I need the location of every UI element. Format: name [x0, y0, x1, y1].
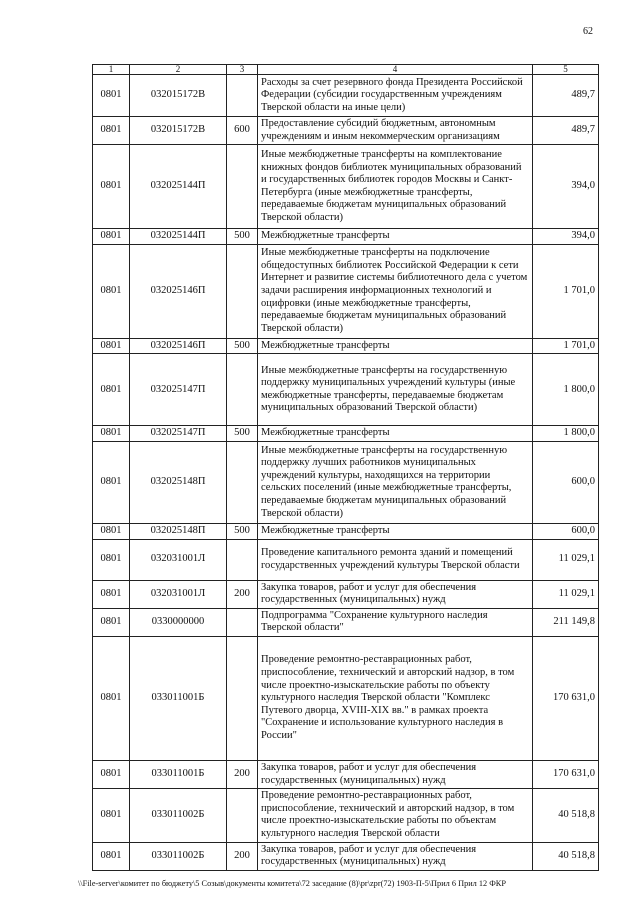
cell-amount: 11 029,1 — [533, 580, 599, 608]
cell-code: 0801 — [93, 760, 130, 788]
cell-type — [227, 608, 258, 636]
cell-code: 0801 — [93, 75, 130, 117]
cell-name: Межбюджетные трансферты — [258, 426, 533, 442]
cell-code: 0801 — [93, 608, 130, 636]
cell-code: 0801 — [93, 789, 130, 842]
cell-type: 200 — [227, 760, 258, 788]
table-row — [93, 145, 599, 229]
cell-name: Межбюджетные трансферты — [258, 523, 533, 539]
header-col-2: 2 — [130, 65, 227, 75]
table-body — [93, 75, 599, 871]
cell-article: 032031001Л — [130, 539, 227, 580]
table-row — [93, 229, 599, 245]
cell-amount: 40 518,8 — [533, 789, 599, 842]
cell-name: Иные межбюджетные трансферты на комплектование книжных фондов библиотек муниципальных образований и государственных библиотек городов Москвы и Санкт-Петербурга (иные межбюджетные трансферты, передаваемые бюджетам муниципальных образований Тверской области) — [258, 145, 533, 229]
cell-article: 032031001Л — [130, 580, 227, 608]
table-row — [93, 441, 599, 523]
table-row — [93, 338, 599, 354]
cell-type — [227, 145, 258, 229]
cell-amount: 211 149,8 — [533, 608, 599, 636]
cell-article: 032025144П — [130, 145, 227, 229]
table-row — [93, 117, 599, 145]
cell-article: 033011001Б — [130, 636, 227, 760]
cell-article: 032025148П — [130, 523, 227, 539]
table-row — [93, 539, 599, 580]
cell-type: 500 — [227, 426, 258, 442]
cell-name: Закупка товаров, работ и услуг для обеспечения государственных (муниципальных) нужд — [258, 760, 533, 788]
cell-type — [227, 441, 258, 523]
cell-article: 033011001Б — [130, 760, 227, 788]
cell-code: 0801 — [93, 842, 130, 870]
cell-type: 600 — [227, 117, 258, 145]
cell-code: 0801 — [93, 523, 130, 539]
header-col-5: 5 — [533, 65, 599, 75]
cell-name: Подпрограмма "Сохранение культурного наследия Тверской области" — [258, 608, 533, 636]
cell-article: 032015172В — [130, 75, 227, 117]
table-row — [93, 636, 599, 760]
header-col-1: 1 — [93, 65, 130, 75]
cell-type — [227, 75, 258, 117]
cell-article: 033011002Б — [130, 789, 227, 842]
cell-name: Закупка товаров, работ и услуг для обеспечения государственных (муниципальных) нужд — [258, 842, 533, 870]
cell-code: 0801 — [93, 117, 130, 145]
budget-table — [92, 64, 599, 871]
table-row — [93, 789, 599, 842]
cell-name: Проведение капитального ремонта зданий и помещений государственных учреждений культуры Тверской области — [258, 539, 533, 580]
cell-type: 500 — [227, 523, 258, 539]
table-row — [93, 760, 599, 788]
cell-name: Межбюджетные трансферты — [258, 338, 533, 354]
cell-article: 032025147П — [130, 426, 227, 442]
cell-type — [227, 244, 258, 338]
cell-code: 0801 — [93, 441, 130, 523]
cell-amount: 489,7 — [533, 75, 599, 117]
cell-code: 0801 — [93, 354, 130, 426]
cell-article: 032025147П — [130, 354, 227, 426]
table-row — [93, 244, 599, 338]
cell-type — [227, 539, 258, 580]
cell-name: Иные межбюджетные трансферты на подключение общедоступных библиотек Российской Федерации к сети Интернет и развитие системы библиотечного дела с учетом задачи расширения информационных технологий и оцифровки (иные межбюджетные трансферты, передаваемые бюджетам муниципальных образований Тверской области) — [258, 244, 533, 338]
cell-amount: 489,7 — [533, 117, 599, 145]
cell-amount: 1 701,0 — [533, 338, 599, 354]
cell-article: 032025148П — [130, 441, 227, 523]
cell-type — [227, 354, 258, 426]
table-row — [93, 426, 599, 442]
cell-amount: 40 518,8 — [533, 842, 599, 870]
cell-name: Расходы за счет резервного фонда Президента Российской Федерации (субсидии государственным учреждениям Тверской области на иные цели) — [258, 75, 533, 117]
table-row — [93, 580, 599, 608]
cell-name: Предоставление субсидий бюджетным, автономным учреждениям и иным некоммерческим организациям — [258, 117, 533, 145]
cell-code: 0801 — [93, 426, 130, 442]
table-row — [93, 608, 599, 636]
cell-type — [227, 789, 258, 842]
cell-article: 033011002Б — [130, 842, 227, 870]
cell-type: 500 — [227, 229, 258, 245]
header-col-3: 3 — [227, 65, 258, 75]
cell-type: 500 — [227, 338, 258, 354]
cell-amount: 170 631,0 — [533, 636, 599, 760]
page-number: 62 — [583, 26, 593, 37]
cell-amount: 1 800,0 — [533, 354, 599, 426]
cell-code: 0801 — [93, 338, 130, 354]
header-col-4: 4 — [258, 65, 533, 75]
cell-type — [227, 636, 258, 760]
cell-article: 032015172В — [130, 117, 227, 145]
cell-code: 0801 — [93, 580, 130, 608]
cell-amount: 1 800,0 — [533, 426, 599, 442]
cell-name: Иные межбюджетные трансферты на государственную поддержку муниципальных учреждений культуры (иные межбюджетные трансферты, передаваемые бюджетам муниципальных образований Тверской области) — [258, 354, 533, 426]
cell-article: 032025146П — [130, 338, 227, 354]
cell-amount: 600,0 — [533, 441, 599, 523]
cell-name: Проведение ремонтно-реставрационных работ, приспособление, технический и авторский надзор, в том числе проектно-изыскательские работы по объекту культурного наследия Тверской области "Комплекс Путевого дворца, XVIII-XIX вв." в рамках проекта "Сохранение и использование культурного наследия в России" — [258, 636, 533, 760]
cell-amount: 1 701,0 — [533, 244, 599, 338]
table-header-row — [93, 65, 599, 75]
cell-name: Закупка товаров, работ и услуг для обеспечения государственных (муниципальных) нужд — [258, 580, 533, 608]
table-row — [93, 842, 599, 870]
cell-article: 032025146П — [130, 244, 227, 338]
footer-file-path: \\File-server\комитет по бюджету\5 Созыв\документы комитета\72 заседание (8)\pr\zpr(72) 1903-П-5\Прил 6 Прил 12 ФКР — [78, 879, 506, 888]
cell-amount: 394,0 — [533, 229, 599, 245]
cell-type: 200 — [227, 842, 258, 870]
cell-article: 0330000000 — [130, 608, 227, 636]
cell-name: Иные межбюджетные трансферты на государственную поддержку лучших работников муниципальных учреждений культуры, находящихся на территории сельских поселений (иные межбюджетные трансферты, передаваемые бюджетам муниципальных образований Тверской области) — [258, 441, 533, 523]
cell-type: 200 — [227, 580, 258, 608]
cell-amount: 11 029,1 — [533, 539, 599, 580]
cell-code: 0801 — [93, 539, 130, 580]
cell-amount: 170 631,0 — [533, 760, 599, 788]
cell-code: 0801 — [93, 229, 130, 245]
cell-code: 0801 — [93, 636, 130, 760]
cell-name: Межбюджетные трансферты — [258, 229, 533, 245]
cell-article: 032025144П — [130, 229, 227, 245]
cell-name: Проведение ремонтно-реставрационных работ, приспособление, технический и авторский надзор, в том числе проектно-изыскательские работы по объектам культурного наследия Тверской области — [258, 789, 533, 842]
table-row — [93, 75, 599, 117]
table-row — [93, 354, 599, 426]
cell-code: 0801 — [93, 145, 130, 229]
cell-amount: 394,0 — [533, 145, 599, 229]
cell-code: 0801 — [93, 244, 130, 338]
cell-amount: 600,0 — [533, 523, 599, 539]
table-row — [93, 523, 599, 539]
